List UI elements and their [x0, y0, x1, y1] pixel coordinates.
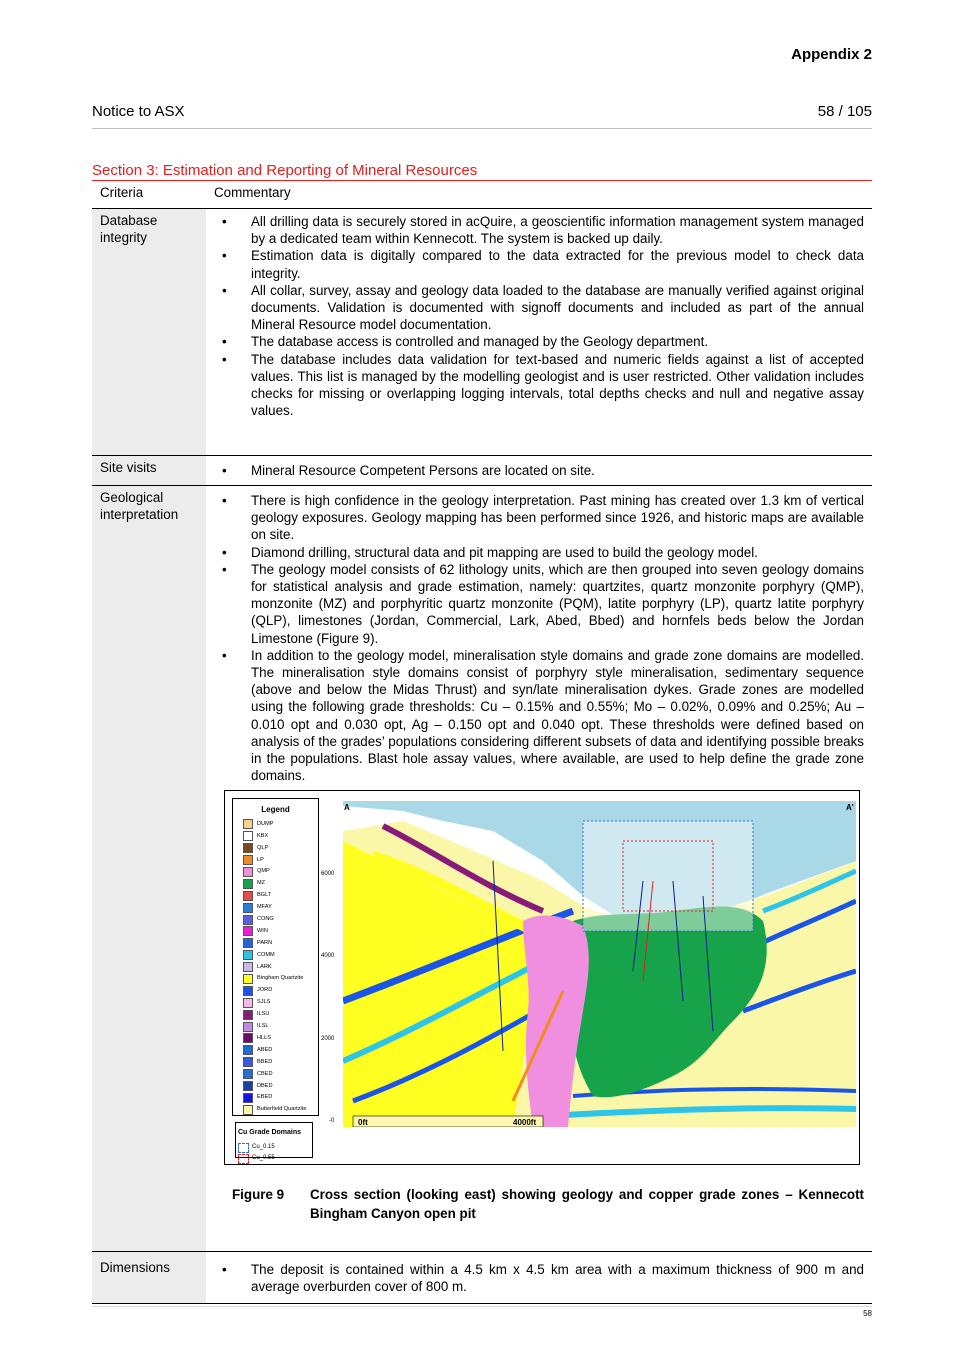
- legend-swatch: [243, 867, 253, 877]
- legend-swatch: [243, 1033, 253, 1043]
- cu-055-swatch: [238, 1154, 249, 1164]
- legend-item: [243, 1009, 318, 1021]
- legend-swatch: [243, 938, 253, 948]
- table-row: [92, 209, 872, 456]
- legend-item: [243, 866, 318, 878]
- scale-start-label: 0ft: [358, 1118, 368, 1128]
- footer-rule: [92, 1306, 872, 1307]
- legend-swatch: [243, 855, 253, 865]
- legend-swatch: [243, 819, 253, 829]
- legend-swatch: [243, 1045, 253, 1055]
- header-notice: Notice to ASX: [92, 103, 185, 120]
- list-item: • All drilling data is securely stored in acQuire, a geoscientific information management system managed by a dedicated team within Kennecott. The system is backed up daily.: [214, 213, 864, 247]
- list-item: • The database access is controlled and managed by the Geology department.: [214, 333, 864, 350]
- legend-label: WIN: [257, 927, 268, 934]
- table-row: [92, 456, 872, 486]
- cu-grade-legend: [235, 1122, 313, 1162]
- legend-swatch: [243, 879, 253, 889]
- legend-swatch: [243, 1057, 253, 1067]
- legend-item: [243, 830, 318, 842]
- row-criteria: Site visits: [92, 456, 206, 486]
- cu-legend-title: Cu Grade Domains: [238, 1129, 302, 1137]
- legend-item: [243, 937, 318, 949]
- list-item: • Estimation data is digitally compared to the data extracted for the previous model to check data integrity.: [214, 247, 864, 281]
- list-item: • There is high confidence in the geology interpretation. Past mining has created over 1.3 km of vertical geology exposures. Geology mapping has been performed since 1926, and historic maps are available on site.: [214, 492, 864, 544]
- legend-swatch: [243, 843, 253, 853]
- legend-label: LP: [257, 856, 264, 863]
- list-item: • Diamond drilling, structural data and pit mapping are used to build the geology model.: [214, 544, 864, 561]
- elevation-label: 4000: [321, 953, 335, 960]
- commentary-header: Commentary: [206, 181, 872, 209]
- legend-swatch: [243, 915, 253, 925]
- legend-item: [243, 914, 318, 926]
- cu-legend-item: [238, 1153, 312, 1164]
- row-commentary: [206, 209, 872, 456]
- legend-label: BGLT: [257, 892, 272, 899]
- row-criteria: Dimensions: [92, 1252, 206, 1304]
- legend-label: CBED: [257, 1070, 273, 1077]
- legend-label: ABED: [257, 1046, 273, 1053]
- legend-swatch: [243, 891, 253, 901]
- legend-title: Legend: [261, 805, 290, 815]
- legend-item: [243, 1080, 318, 1092]
- legend-label: Bingham Quartzite: [257, 975, 304, 982]
- geology-legend: [232, 798, 319, 1116]
- appendix-label: Appendix 2: [791, 46, 872, 63]
- header-rule: [92, 128, 872, 129]
- legend-label: ILSL: [257, 1023, 269, 1030]
- cu-legend-label: Cu_0.55: [252, 1155, 275, 1162]
- legend-item: [243, 854, 318, 866]
- table-row: [92, 486, 872, 1252]
- list-item: • The geology model consists of 62 lithology units, which are then grouped into seven geology domains for statistical analysis and grade estimation, namely: quartzites, quartz monzonite porphyry (QMP), monzonite (MZ) and porphyritic quartz monzonite (PQM), latite porphyry (LP), quartz latite porphyry (QLP), limestones (Jordan, Commercial, Lark, Abed, Bbed) and hornfels beds below the Jordan Limestone (Figure 9).: [214, 561, 864, 647]
- header-page-count: 58 / 105: [817, 103, 872, 120]
- legend-item: [243, 1056, 318, 1068]
- legend-swatch: [243, 926, 253, 936]
- legend-swatch: [243, 950, 253, 960]
- figure-caption-text: Cross section (looking east) showing geology and copper grade zones – Kennecott Bingham Canyon open pit: [310, 1187, 864, 1222]
- elevation-label: -0: [329, 1118, 335, 1125]
- page-number: 58: [863, 1309, 872, 1318]
- section-title: Section 3: Estimation and Reporting of Mineral Resources: [92, 162, 478, 179]
- legend-label: QLP: [257, 844, 269, 851]
- figure-number: Figure 9: [232, 1187, 285, 1203]
- legend-label: MFAY: [257, 904, 272, 911]
- legend-swatch: [243, 903, 253, 913]
- legend-swatch: [243, 1081, 253, 1091]
- elevation-label: 2000: [321, 1036, 335, 1043]
- legend-item: [243, 890, 318, 902]
- legend-item: [243, 1032, 318, 1044]
- list-item: • The database includes data validation for text-based and numeric fields against a list of accepted values. This list is managed by the modelling geologist and is user restricted. Other validation includes checks for missing or overlapping logging intervals, total depths checks and null and negative assay values.: [214, 351, 864, 420]
- legend-item: [243, 842, 318, 854]
- legend-swatch: [243, 831, 253, 841]
- legend-label: LARK: [257, 963, 272, 970]
- legend-swatch: [243, 974, 253, 984]
- legend-item: [243, 997, 318, 1009]
- legend-label: QMP: [257, 868, 270, 875]
- table-header-row: [92, 181, 872, 209]
- legend-label: DUMP: [257, 820, 274, 827]
- legend-label: ILSU: [257, 1011, 270, 1018]
- elevation-label: 6000: [321, 871, 335, 878]
- cu-legend-item: [238, 1142, 312, 1153]
- legend-item: [243, 1021, 318, 1033]
- section-start-label: A: [344, 803, 350, 813]
- cu-015-swatch: [238, 1143, 249, 1153]
- scale-end-label: 4000ft: [513, 1118, 537, 1128]
- legend-label: Butterfield Quartzite: [257, 1106, 307, 1113]
- legend-label: COMM: [257, 951, 275, 958]
- cu-legend-label: Cu_0.15: [252, 1144, 275, 1151]
- list-item: • All collar, survey, assay and geology data loaded to the database are manually verified against original documents. Validation is documented with signoff documents and included as part of the annual Mineral Resource model documentation.: [214, 282, 864, 334]
- legend-item: [243, 925, 318, 937]
- legend-swatch: [243, 986, 253, 996]
- legend-label: KBX: [257, 832, 269, 839]
- row-criteria: Database integrity: [92, 209, 206, 456]
- legend-label: EBED: [257, 1094, 273, 1101]
- legend-label: JORD: [257, 987, 273, 994]
- legend-item: [243, 1104, 318, 1116]
- legend-swatch: [243, 962, 253, 972]
- figure-cross-section: [224, 790, 860, 1165]
- legend-label: BBED: [257, 1058, 273, 1065]
- legend-items: [233, 818, 318, 1115]
- legend-label: MZ: [257, 880, 266, 887]
- figure-caption: [232, 1185, 864, 1223]
- table-row: [92, 1252, 872, 1304]
- legend-label: HLLS: [257, 1034, 271, 1041]
- row-commentary: [206, 486, 872, 1252]
- row-criteria: Geological interpretation: [92, 486, 206, 1252]
- legend-swatch: [243, 1010, 253, 1020]
- legend-item: [243, 1068, 318, 1080]
- legend-item: [243, 1044, 318, 1056]
- legend-swatch: [243, 1093, 253, 1103]
- legend-swatch: [243, 1069, 253, 1079]
- resource-table: [92, 181, 872, 1304]
- legend-item: [243, 818, 318, 830]
- legend-swatch: [243, 998, 253, 1008]
- row-commentary: [206, 456, 872, 486]
- list-item: • In addition to the geology model, mineralisation style domains and grade zone domains are modelled. The mineralisation style domains consist of porphyry style mineralisation, sedimentary sequence (above and below the Midas Thrust) and syn/late mineralisation dykes. Grade zones are modelled using the following grade thresholds: Cu – 0.15% and 0.55%; Mo – 0.02%, 0.09% and 0.25%; Au – 0.010 opt and 0.030 opt, Ag – 0.150 opt and 0.040 opt. These thresholds were defined based on analysis of the grades’ populations considering different subsets of data and identifying possible breaks in the populations. Blast hole assay values, where available, are used to help define the grade zone domains.: [214, 647, 864, 785]
- geology-cross-section-image: [343, 801, 856, 1127]
- legend-label: SJLS: [257, 999, 271, 1006]
- legend-label: DBED: [257, 1082, 273, 1089]
- legend-item: [243, 973, 318, 985]
- list-item: • The deposit is contained within a 4.5 km x 4.5 km area with a maximum thickness of 900 m and average overburden cover of 800 m.: [214, 1261, 864, 1295]
- legend-label: PARN: [257, 939, 273, 946]
- criteria-header: Criteria: [92, 181, 206, 209]
- legend-item: [243, 902, 318, 914]
- list-item: • Mineral Resource Competent Persons are located on site.: [214, 462, 864, 479]
- legend-label: CONG: [257, 916, 274, 923]
- row-commentary: [206, 1252, 872, 1304]
- legend-item: [243, 878, 318, 890]
- legend-item: [243, 949, 318, 961]
- legend-swatch: [243, 1105, 253, 1115]
- legend-swatch: [243, 1022, 253, 1032]
- section-end-label: A': [846, 803, 854, 813]
